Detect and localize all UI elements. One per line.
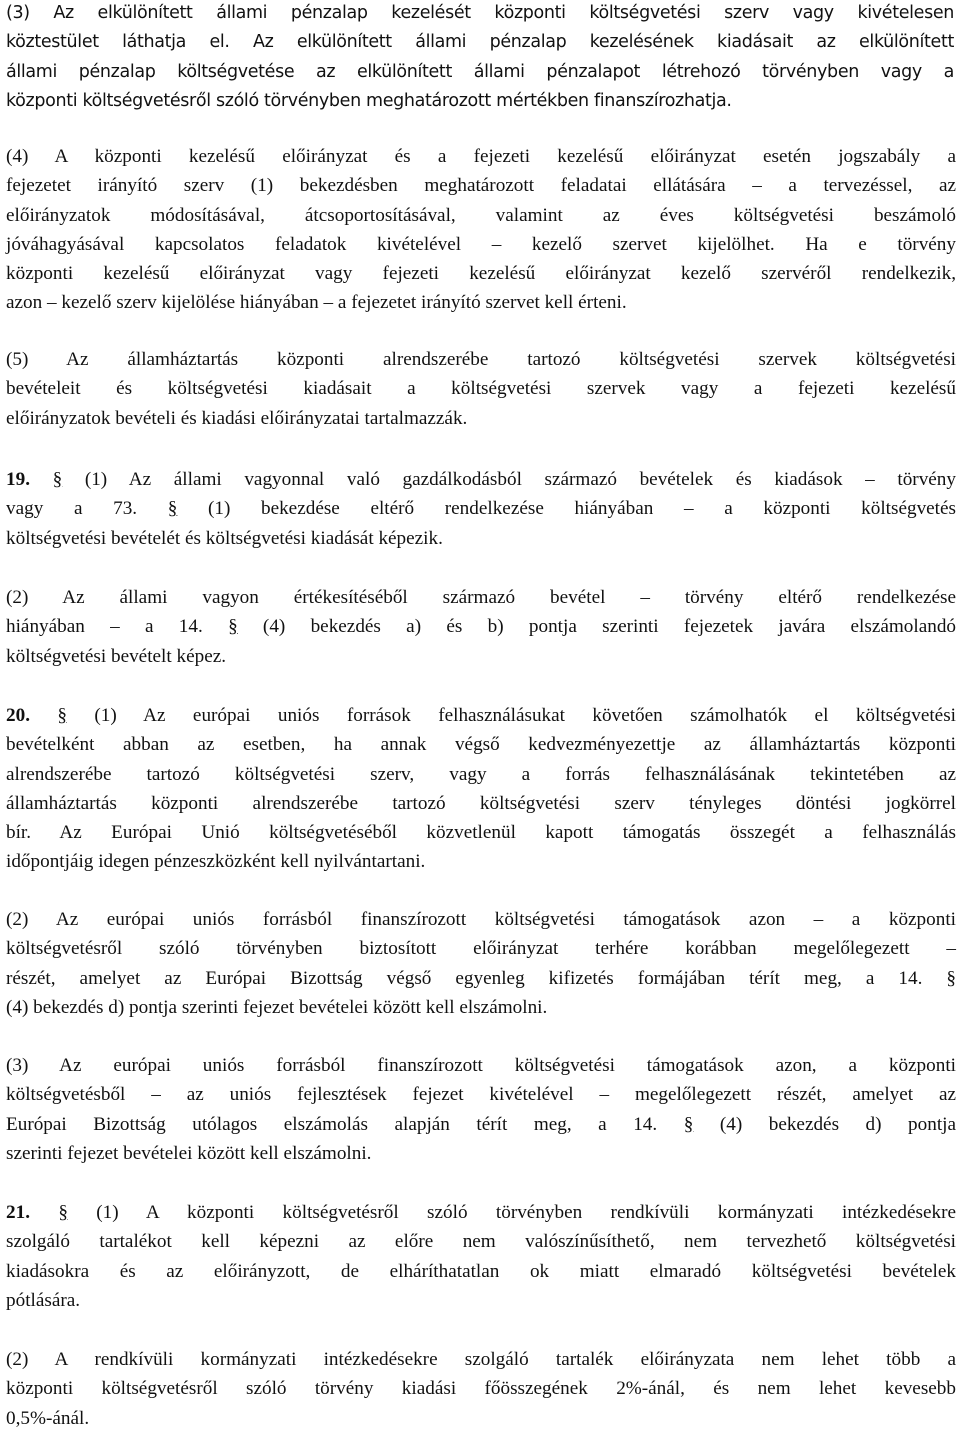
text-fragment: Európai Bizottság utólagos elszámolás alapján térít meg, a 14. (6, 1113, 658, 1135)
text-line (6, 701, 956, 730)
text-fragment: (1) Az állami vagyonnal való gazdálkodásból származó bevételek és kiadások – törvény (62, 469, 956, 490)
text-line: (3) Az európai uniós forrásból finanszírozott költségvetési támogatások azon, a központi (6, 1055, 956, 1076)
section-number: 19. (6, 469, 30, 490)
text-line: alrendszerébe tartozó költségvetési szerv, vagy a forrás felhasználásának tekintetében az (6, 763, 956, 785)
paragraph-3 (6, 0, 954, 116)
section-number: 21. (6, 1202, 30, 1223)
text-line: központi kezelésű előirányzat vagy fejezeti kezelésű előirányzat kezelő szervéről rendelkezik, (6, 263, 956, 285)
text-line: költségvetési bevételt képez. (6, 645, 227, 667)
text-line: előirányzatok módosításával, átcsoportosításával, valamint az éves költségvetési beszámoló (6, 204, 956, 226)
section-20-2 (6, 905, 956, 1022)
section-21-2 (6, 1345, 956, 1433)
section-link[interactable]: § (683, 1113, 694, 1135)
text-line: központi költségvetésről szóló törvényben meghatározott mértékben finanszírozhatja. (6, 90, 732, 111)
text-line: központi költségvetésről szóló törvény kiadási főösszegének 2%-ánál, és nem lehet kevesebb (6, 1378, 956, 1400)
paragraph-5 (6, 345, 956, 433)
text-line (6, 494, 956, 523)
text-line: államháztartás központi alrendszerébe tartozó költségvetési szerv tényleges döntési jogkörrel (6, 792, 956, 814)
text-fragment: (1) bekezdése eltérő rendelkezése hiányában – a központi költségvetés (177, 498, 956, 520)
text-line: állami pénzalap költségvetése az elkülönített állami pénzalapot létrehozó törvényben vagy a (6, 61, 954, 82)
section-link[interactable]: § (57, 705, 67, 726)
text-fragment: (1) Az európai uniós források felhasználásukat követően számolhatók el költségvetési (67, 705, 956, 726)
text-line: bír. Az Európai Unió költségvetéséből közvetlenül kapott támogatás összegét a felhasználás (6, 822, 956, 844)
text-line: 0,5%-ánál. (6, 1407, 90, 1429)
section-number: 20. (6, 705, 30, 726)
text-line: fejezetet irányító szerv (1) bekezdésben meghatározott feladatai ellátására – a tervezéssel, az (6, 175, 956, 197)
section-19-1 (6, 465, 956, 553)
text-line (6, 1110, 956, 1139)
text-line: előirányzatok bevételi és kiadási előirányzatai tartalmazzák. (6, 407, 468, 429)
text-line: jóváhagyásával kapcsolatos feladatok kivételével – kezelő szervet kijelölhet. Ha e törvény (6, 233, 956, 255)
text-line (6, 1198, 956, 1227)
text-line: (3) Az elkülönített állami pénzalap kezelését központi költségvetési szerv vagy kivételesen (6, 3, 954, 23)
text-line: (4) bekezdés d) pontja szerinti fejezet bevételei között kell elszámolni. (6, 996, 548, 1018)
text-fragment: (4) bekezdés d) pontja (693, 1113, 957, 1135)
text-line: azon – kezelő szerv kijelölése hiányában – a fejezetet irányító szervet kell érteni. (6, 292, 627, 314)
paragraph-4 (6, 142, 956, 318)
section-20-3 (6, 1051, 956, 1168)
section-link[interactable]: § (52, 469, 63, 490)
section-link[interactable]: § (228, 616, 238, 638)
text-line: szolgáló tartalékot kell képezni az előre nem valószínűsíthető, nem tervezhető költségvetési (6, 1231, 956, 1253)
text-fragment: (1) A központi költségvetésről szóló törvényben rendkívüli kormányzati intézkedésekre (67, 1202, 957, 1223)
text-line: (2) Az állami vagyon értékesítéséből származó bevétel – törvény eltérő rendelkezése (6, 587, 956, 608)
text-line: köztestület láthatja el. Az elkülönített állami pénzalap kezelésének kiadásait az elkülönített (6, 32, 954, 53)
text-line: költségvetési bevételét és költségvetési kiadását képezik. (6, 527, 443, 549)
text-fragment: hiányában – a 14. (6, 616, 203, 638)
text-line: költségvetésről szóló törvényben biztosított előirányzat terhére korábban megelőlegezett – (6, 938, 956, 960)
text-line: pótlására. (6, 1289, 81, 1311)
section-19-2 (6, 583, 956, 671)
text-line: (5) Az államháztartás központi alrendszerébe tartozó költségvetési szervek költségvetési (6, 349, 956, 370)
text-line: (2) A rendkívüli kormányzati intézkedésekre szolgáló tartalék előirányzata nem lehet több a (6, 1349, 956, 1370)
text-line (6, 465, 956, 494)
text-line (6, 612, 956, 641)
text-line: időpontjáig idegen pénzeszközként kell nyilvántartani. (6, 851, 426, 873)
text-line: bevételeit és költségvetési kiadásait a költségvetési szervek vagy a fejezeti kezelésű (6, 378, 956, 400)
section-link[interactable]: § (167, 498, 178, 520)
text-line: kiadásokra és az előirányzott, de elháríthatatlan ok miatt elmaradó költségvetési bevételek (6, 1260, 956, 1282)
text-line: költségvetésből – az uniós fejlesztések fejezet kivételével – megelőlegezett részét, amelyet az (6, 1084, 956, 1106)
section-21-1 (6, 1198, 956, 1315)
section-20-1 (6, 701, 956, 877)
text-fragment: (4) bekezdés a) és b) pontja szerinti fejezetek javára elszámolandó (237, 616, 957, 638)
section-link[interactable]: § (58, 1202, 68, 1223)
section-link[interactable]: § (946, 967, 957, 989)
text-fragment: részét, amelyet az Európai Bizottság végső egyenleg kifizetés formájában térít meg, a 14. (6, 967, 923, 989)
text-fragment: vagy a 73. (6, 498, 138, 520)
text-line: (4) A központi kezelésű előirányzat és a fejezeti kezelésű előirányzat esetén jogszabály a (6, 146, 956, 167)
text-line: bevételként abban az esetben, ha annak végső kedvezményezettje az államháztartás központi (6, 734, 956, 756)
text-line: (2) Az európai uniós forrásból finanszírozott költségvetési támogatások azon – a központi (6, 909, 956, 930)
text-line: szerinti fejezet bevételei között kell elszámolni. (6, 1142, 372, 1164)
text-line (6, 964, 956, 993)
